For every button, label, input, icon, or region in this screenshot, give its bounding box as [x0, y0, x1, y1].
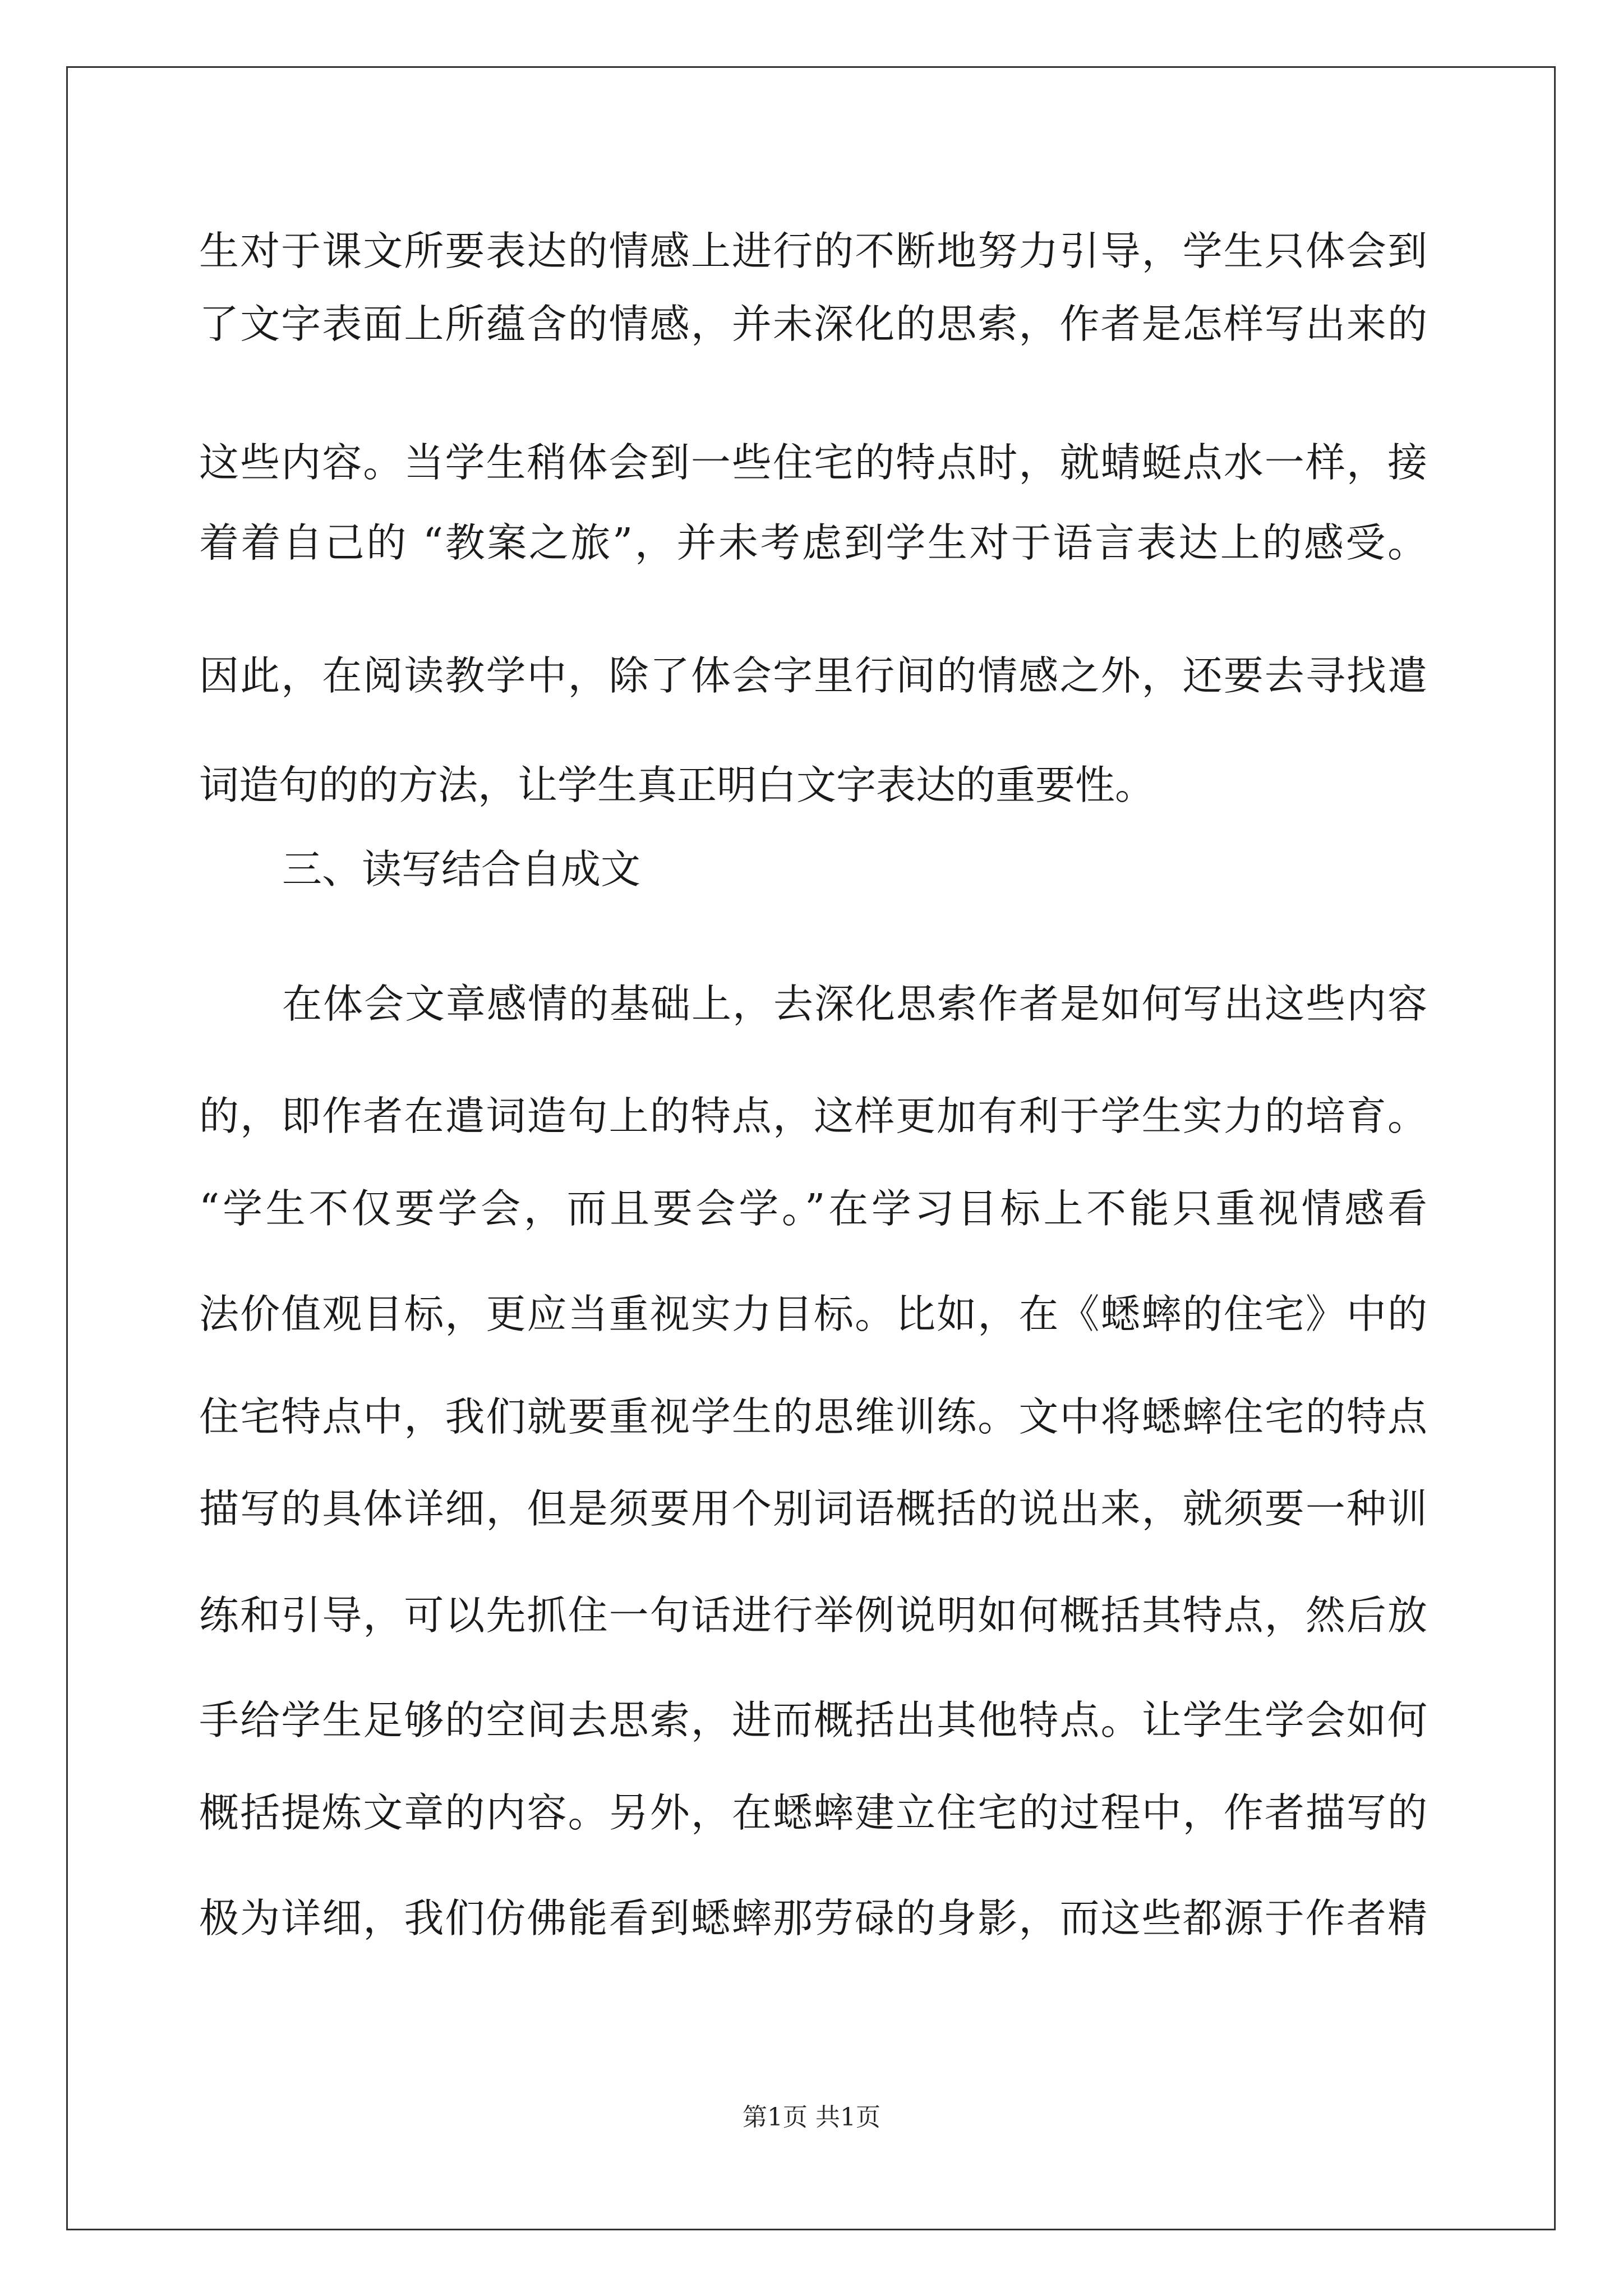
paragraph-line: 着着自己的 “教案之旅”，并未考虑到学生对于语言表达上的感受。	[199, 519, 1427, 566]
paragraph-line: 因此，在阅读教学中，除了体会字里行间的情感之外，还要去寻找遣	[199, 652, 1427, 699]
paragraph-line: 在体会文章感情的基础上，去深化思索作者是如何写出这些内容	[282, 981, 1427, 1027]
paragraph-line: 描写的具体详细，但是须要用个别词语概括的说出来，就须要一种训	[199, 1485, 1427, 1532]
paragraph-line: 手给学生足够的空间去思索，进而概括出其他特点。让学生学会如何	[199, 1697, 1427, 1743]
paragraph-line: 住宅特点中，我们就要重视学生的思维训练。文中将蟋蟀住宅的特点	[199, 1393, 1427, 1440]
paragraph-line: “学生不仅要学会，而且要会学。”在学习目标上不能只重视情感看	[199, 1185, 1427, 1232]
paragraph-line: 法价值观目标，更应当重视实力目标。比如，在《蟋蟀的住宅》中的	[199, 1291, 1427, 1337]
paragraph-line: 了文字表面上所蕴含的情感，并未深化的思索，作者是怎样写出来的	[199, 301, 1427, 347]
paragraph-line: 概括提炼文章的内容。另外，在蟋蟀建立住宅的过程中，作者描写的	[199, 1789, 1427, 1836]
paragraph-line: 的，即作者在遣词造句上的特点，这样更加有利于学生实力的培育。	[199, 1093, 1427, 1139]
section-heading: 三、读写结合自成文	[282, 846, 641, 892]
paragraph-line: 这些内容。当学生稍体会到一些住宅的特点时，就蜻蜓点水一样，接	[199, 439, 1427, 486]
page-footer: 第1页 共1页	[743, 2103, 880, 2132]
paragraph-line: 练和引导，可以先抓住一句话进行举例说明如何概括其特点，然后放	[199, 1592, 1427, 1639]
paragraph-line: 极为详细，我们仿佛能看到蟋蟀那劳碌的身影，而这些都源于作者精	[199, 1895, 1427, 1941]
paragraph-line: 生对于课文所要表达的情感上进行的不断地努力引导，学生只体会到	[199, 228, 1427, 274]
paragraph-line: 词造句的的方法，让学生真正明白文字表达的重要性。	[199, 762, 1155, 808]
